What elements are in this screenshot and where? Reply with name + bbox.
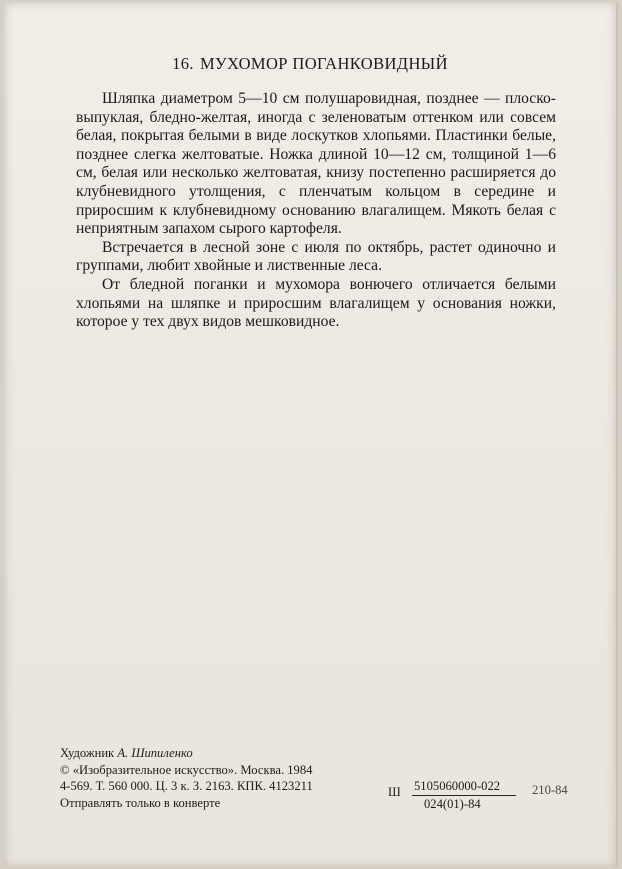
publisher-line: © «Изобразительное искусство». Москва. 1984 bbox=[60, 762, 313, 777]
artist-name: А. Шипиленко bbox=[117, 746, 193, 760]
artist-label: Художник bbox=[60, 746, 115, 760]
card-number: 16. bbox=[172, 54, 194, 73]
fraction-line bbox=[412, 795, 516, 796]
species-name: МУХОМОР ПОГАНКОВИДНЫЙ bbox=[199, 54, 448, 73]
paragraph-morphology: Шляпка диаметром 5—10 см полушаровидная, позднее — плоско-выпуклая, бледно-желтая, иногда с зеленоватым оттенком или совсем белая, покрытая белыми в виде лоскутков хлопьями. Пластинки белые, позднее слегка желтоватые. Ножка длиной 10—12 см, толщиной 1—6 см, белая или несколько желтоватая, книзу постепенно расширяется до клубневидного утолщения, с пленчатым кольцом в середине и приросшим к клубневидному основанию влагалищем. Мякоть белая с неприятным запахом сырого картофеля. bbox=[76, 90, 556, 238]
code-index: 210-84 bbox=[532, 783, 568, 797]
catalog-code bbox=[388, 779, 578, 819]
paragraph-habitat: Встречается в лесной зоне с июля по октябрь, растет одиночно и группами, любит хвойные и лиственные леса. bbox=[76, 238, 556, 275]
print-info-line: 4-569. Т. 560 000. Ц. 3 к. З. 2163. КПК. 4123211 bbox=[60, 779, 313, 793]
code-numerator: 5105060000-022 bbox=[414, 779, 501, 793]
artist-line bbox=[60, 745, 313, 762]
card-title bbox=[4, 54, 616, 74]
description-text bbox=[76, 90, 556, 332]
mailing-note: Отправлять только в конверте bbox=[60, 795, 221, 810]
imprint-block bbox=[60, 745, 313, 811]
paragraph-distinction: От бледной поганки и мухомора вонючего отличается белыми хлопьями на шляпке и приросшим влагалищем у основания ножки, которое у тех двух видов мешковидное. bbox=[76, 275, 556, 331]
code-denominator: 024(01)-84 bbox=[424, 797, 481, 811]
postcard-back bbox=[4, 2, 618, 867]
code-prefix: Ш bbox=[388, 785, 401, 799]
